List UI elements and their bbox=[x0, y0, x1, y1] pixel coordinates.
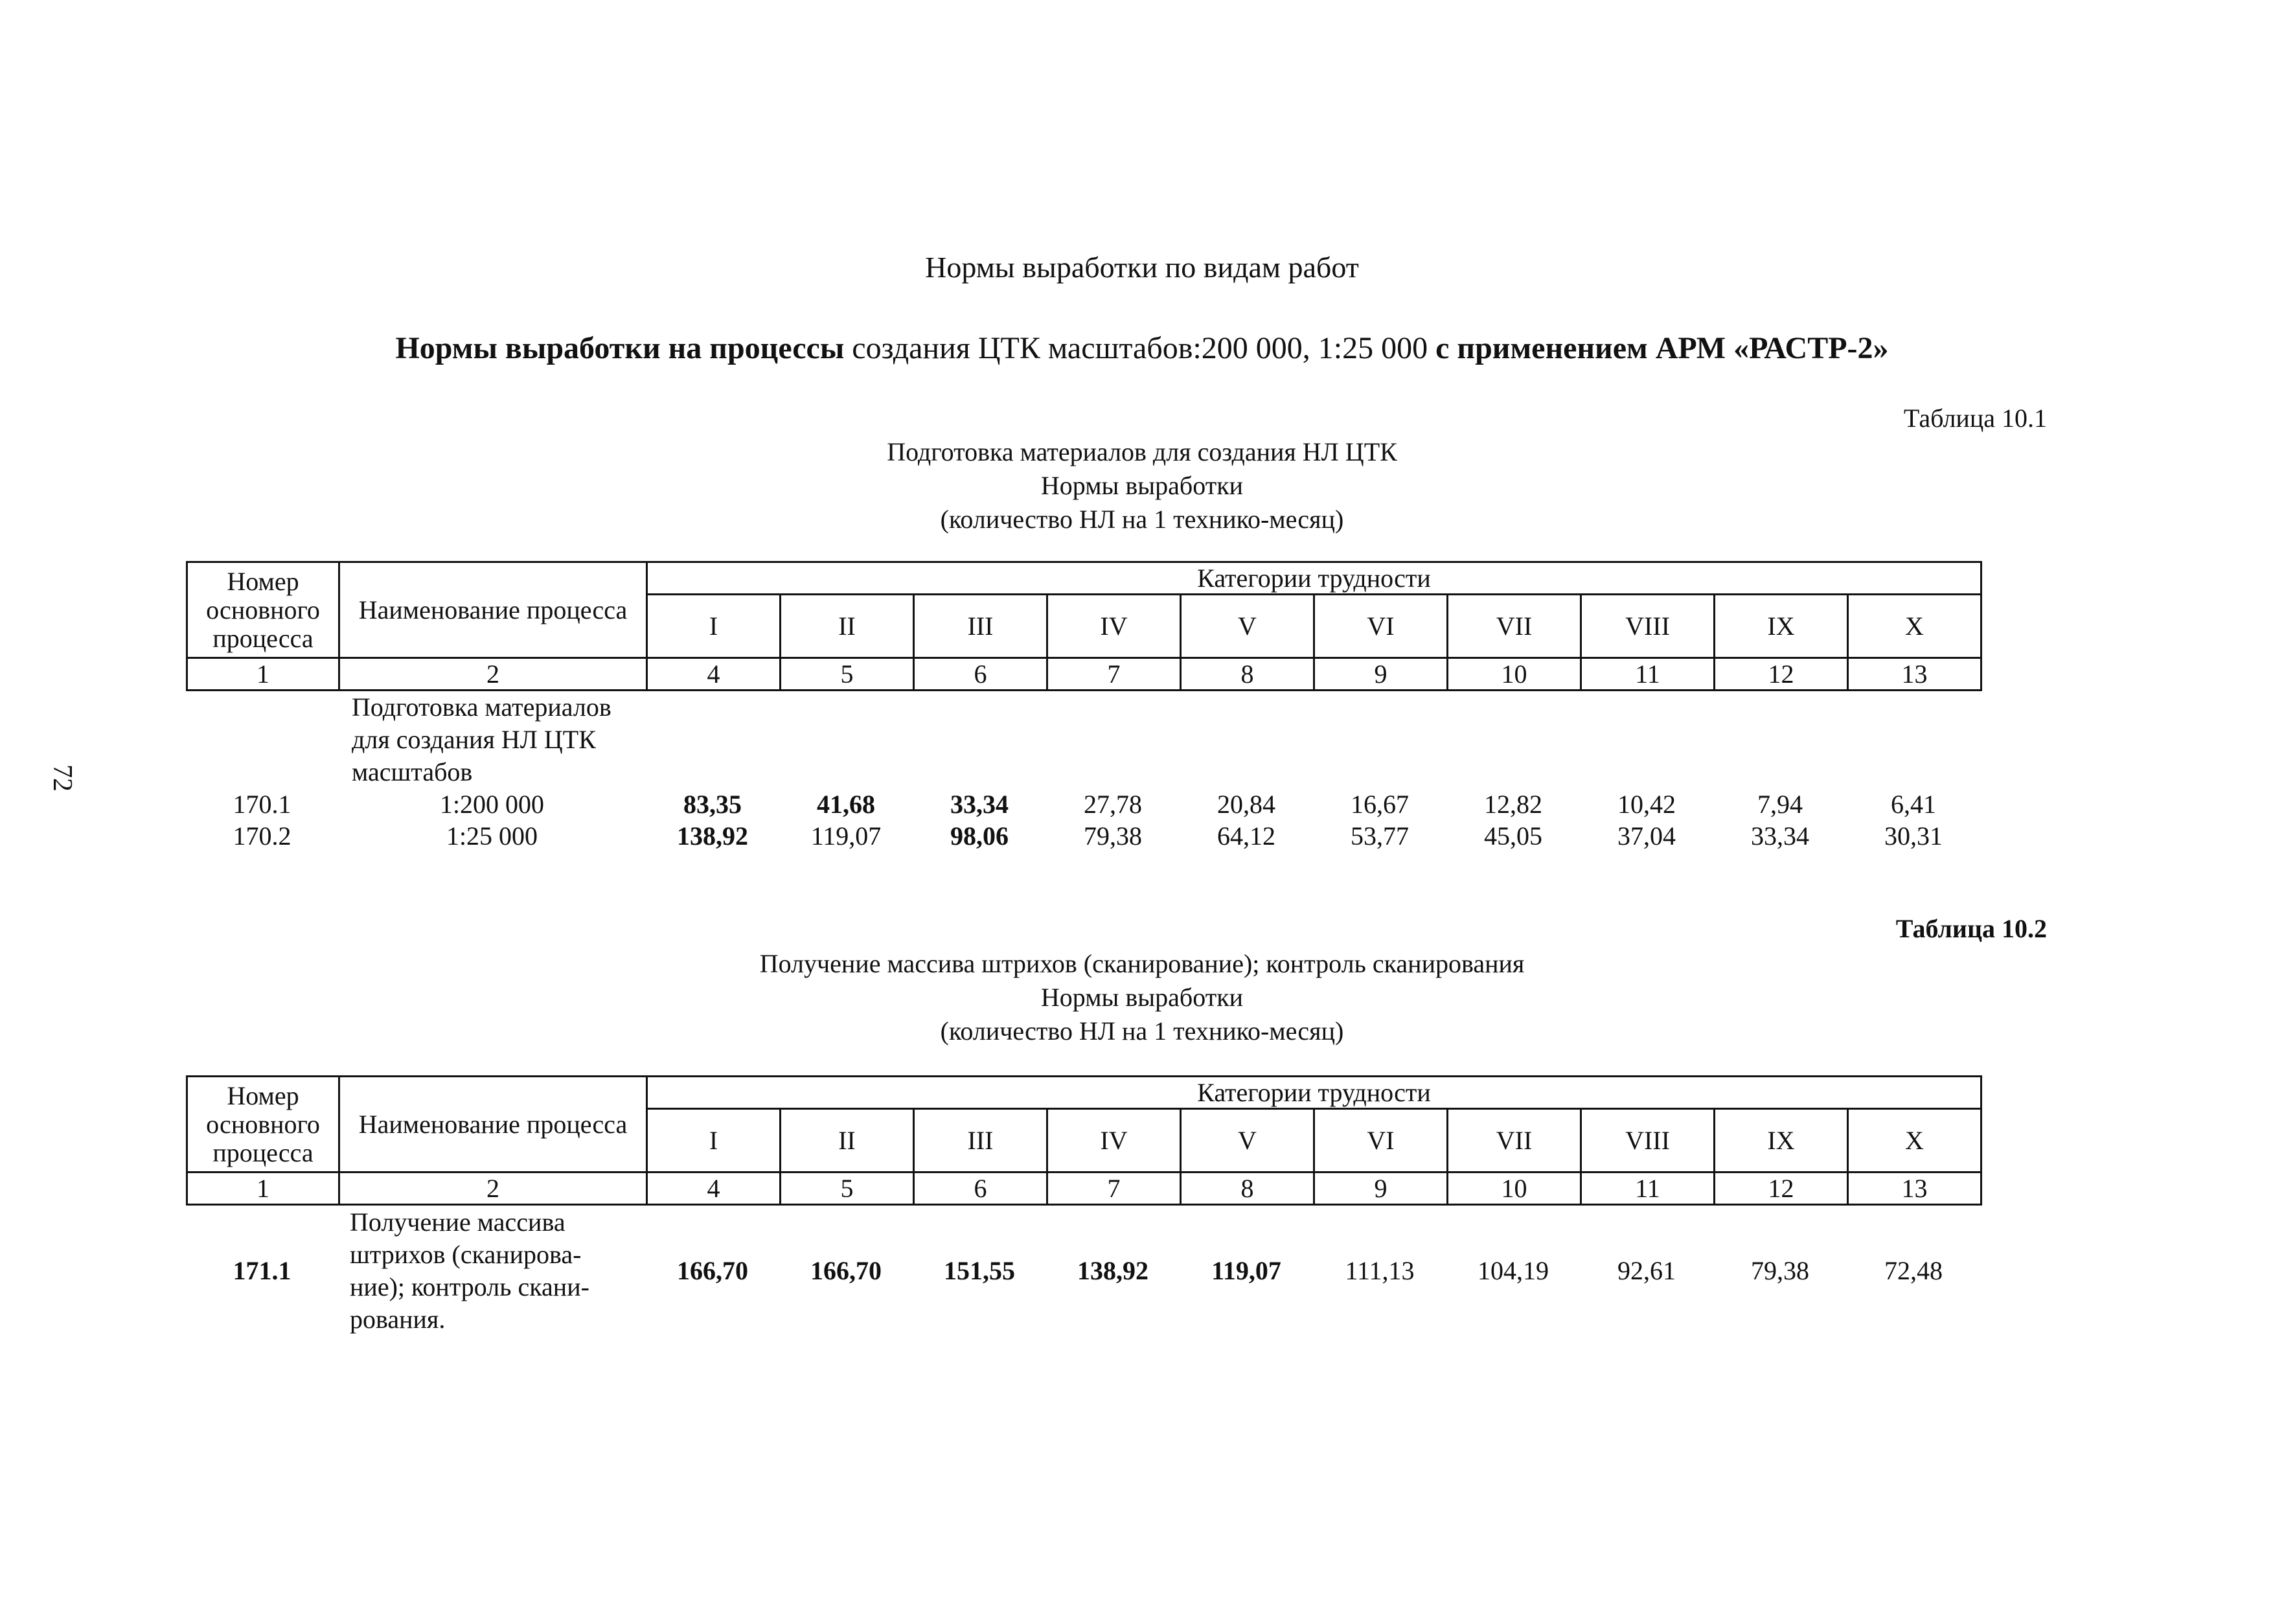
row-value: 138,92 bbox=[1077, 1256, 1148, 1285]
table-label-10-1: Таблица 10.1 bbox=[1903, 404, 2047, 433]
category-header: IX bbox=[1715, 1109, 1848, 1172]
row-value: 166,70 bbox=[810, 1256, 882, 1285]
subtitle-bold: Нормы выработки на процессы bbox=[395, 331, 845, 365]
row-number: 171.1 bbox=[233, 1256, 291, 1285]
row-value: 45,05 bbox=[1484, 821, 1542, 851]
row-value: 20,84 bbox=[1217, 790, 1275, 819]
category-header: X bbox=[1848, 1109, 1981, 1172]
table1-header bbox=[186, 561, 1982, 691]
column-number: 10 bbox=[1448, 658, 1581, 691]
page-number: 72 bbox=[47, 764, 77, 792]
column-number: 13 bbox=[1848, 658, 1981, 691]
column-number: 13 bbox=[1848, 1172, 1981, 1205]
row-value: 16,67 bbox=[1351, 790, 1409, 819]
row-value: 111,13 bbox=[1345, 1256, 1415, 1285]
column-number: 11 bbox=[1581, 658, 1715, 691]
group-title-line: Подготовка материалов bbox=[352, 692, 611, 722]
column-number: 4 bbox=[647, 1172, 781, 1205]
col-header-group: Категории трудности bbox=[647, 562, 1981, 595]
column-number: 1 bbox=[187, 658, 339, 691]
row-value: 30,31 bbox=[1884, 821, 1943, 851]
table-label-10-2: Таблица 10.2 bbox=[1895, 914, 2047, 943]
table2-header bbox=[186, 1075, 1982, 1206]
column-number: 6 bbox=[914, 658, 1047, 691]
category-header: I bbox=[647, 1109, 781, 1172]
category-header: IV bbox=[1047, 595, 1181, 658]
row-value: 12,82 bbox=[1484, 790, 1542, 819]
column-number: 12 bbox=[1715, 658, 1848, 691]
category-header: III bbox=[914, 595, 1047, 658]
row-value: 119,07 bbox=[810, 821, 882, 851]
col-header-number: Номер основного процесса bbox=[187, 1077, 339, 1172]
category-header: VI bbox=[1314, 1109, 1448, 1172]
row-value: 7,94 bbox=[1757, 790, 1803, 819]
subtitle-normal: создания ЦТК масштабов:200 000, 1:25 000 bbox=[852, 331, 1428, 365]
column-number: 1 bbox=[187, 1172, 339, 1205]
table1-caption-line: Нормы выработки bbox=[1040, 471, 1244, 500]
row-value: 33,34 bbox=[950, 790, 1009, 819]
column-number: 5 bbox=[781, 658, 914, 691]
table1-caption-line: Подготовка материалов для создания НЛ ЦТК bbox=[887, 437, 1397, 466]
row-value: 33,34 bbox=[1751, 821, 1809, 851]
table2-caption-line: (количество НЛ на 1 технико-месяц) bbox=[940, 1016, 1344, 1046]
row-name bbox=[338, 1206, 646, 1336]
column-number: 9 bbox=[1314, 1172, 1448, 1205]
page-subtitle bbox=[0, 330, 2284, 366]
category-header: I bbox=[647, 595, 781, 658]
category-header: IX bbox=[1715, 595, 1848, 658]
category-header: V bbox=[1181, 1109, 1314, 1172]
row-value: 151,55 bbox=[944, 1256, 1015, 1285]
category-header: VII bbox=[1448, 1109, 1581, 1172]
row-value: 37,04 bbox=[1617, 821, 1676, 851]
row-value: 119,07 bbox=[1211, 1256, 1281, 1285]
group-title-line: для создания НЛ ЦТК bbox=[352, 725, 596, 754]
table2-caption-line: Нормы выработки bbox=[1040, 983, 1244, 1012]
category-header: X bbox=[1848, 595, 1981, 658]
table2-caption-line: Получение массива штрихов (сканирование); контроль сканирования bbox=[759, 949, 1525, 978]
row-value: 104,19 bbox=[1478, 1256, 1549, 1285]
row-value: 72,48 bbox=[1884, 1256, 1943, 1285]
page-title: Нормы выработки по видам работ bbox=[925, 251, 1359, 284]
table1-row bbox=[186, 788, 1984, 821]
table2-caption bbox=[0, 947, 2284, 1048]
column-number: 12 bbox=[1715, 1172, 1848, 1205]
row-number: 170.2 bbox=[233, 821, 291, 851]
row-value: 10,42 bbox=[1617, 790, 1676, 819]
row-value: 138,92 bbox=[677, 821, 748, 851]
column-number: 7 bbox=[1047, 1172, 1181, 1205]
row-value: 92,61 bbox=[1617, 1256, 1676, 1285]
category-header: VIII bbox=[1581, 1109, 1715, 1172]
table1-group-title bbox=[352, 691, 656, 788]
category-header: VIII bbox=[1581, 595, 1715, 658]
category-header: IV bbox=[1047, 1109, 1181, 1172]
category-header: III bbox=[914, 1109, 1047, 1172]
column-number: 8 bbox=[1181, 658, 1314, 691]
column-number: 7 bbox=[1047, 658, 1181, 691]
column-number: 9 bbox=[1314, 658, 1448, 691]
row-number: 170.1 bbox=[233, 790, 291, 819]
row-name-line: ние); контроль скани- bbox=[350, 1272, 589, 1301]
table1-caption bbox=[0, 435, 2284, 536]
category-header: II bbox=[781, 595, 914, 658]
row-value: 6,41 bbox=[1891, 790, 1936, 819]
row-name-line: Получение массива bbox=[350, 1207, 565, 1237]
column-number: 6 bbox=[914, 1172, 1047, 1205]
group-title-line: масштабов bbox=[352, 757, 473, 786]
table1-row bbox=[186, 820, 1984, 852]
category-header: V bbox=[1181, 595, 1314, 658]
row-value: 98,06 bbox=[950, 821, 1009, 851]
column-number: 5 bbox=[781, 1172, 914, 1205]
col-header-name: Наименование процесса bbox=[339, 562, 647, 658]
subtitle-bold-2: с применением АРМ «РАСТР-2» bbox=[1435, 331, 1889, 365]
row-name: 1:200 000 bbox=[439, 790, 545, 819]
row-value: 64,12 bbox=[1217, 821, 1275, 851]
row-value: 27,78 bbox=[1084, 790, 1142, 819]
row-value: 41,68 bbox=[817, 790, 875, 819]
category-header: VI bbox=[1314, 595, 1448, 658]
row-name-line: штрихов (сканирова- bbox=[350, 1240, 582, 1269]
row-value: 79,38 bbox=[1751, 1256, 1809, 1285]
column-number: 11 bbox=[1581, 1172, 1715, 1205]
table2-row bbox=[186, 1206, 1984, 1336]
row-value: 166,70 bbox=[677, 1256, 748, 1285]
column-number: 2 bbox=[339, 1172, 647, 1205]
row-value: 53,77 bbox=[1351, 821, 1409, 851]
row-value: 79,38 bbox=[1084, 821, 1142, 851]
row-name-line: рования. bbox=[350, 1305, 446, 1334]
column-number: 8 bbox=[1181, 1172, 1314, 1205]
column-number: 10 bbox=[1448, 1172, 1581, 1205]
col-header-number: Номер основного процесса bbox=[187, 562, 339, 658]
row-value: 83,35 bbox=[683, 790, 742, 819]
category-header: II bbox=[781, 1109, 914, 1172]
column-number: 2 bbox=[339, 658, 647, 691]
row-name: 1:25 000 bbox=[446, 821, 538, 851]
table1-caption-line: (количество НЛ на 1 технико-месяц) bbox=[940, 505, 1344, 534]
category-header: VII bbox=[1448, 595, 1581, 658]
col-header-name: Наименование процесса bbox=[339, 1077, 647, 1172]
col-header-group: Категории трудности bbox=[647, 1077, 1981, 1109]
column-number: 4 bbox=[647, 658, 781, 691]
